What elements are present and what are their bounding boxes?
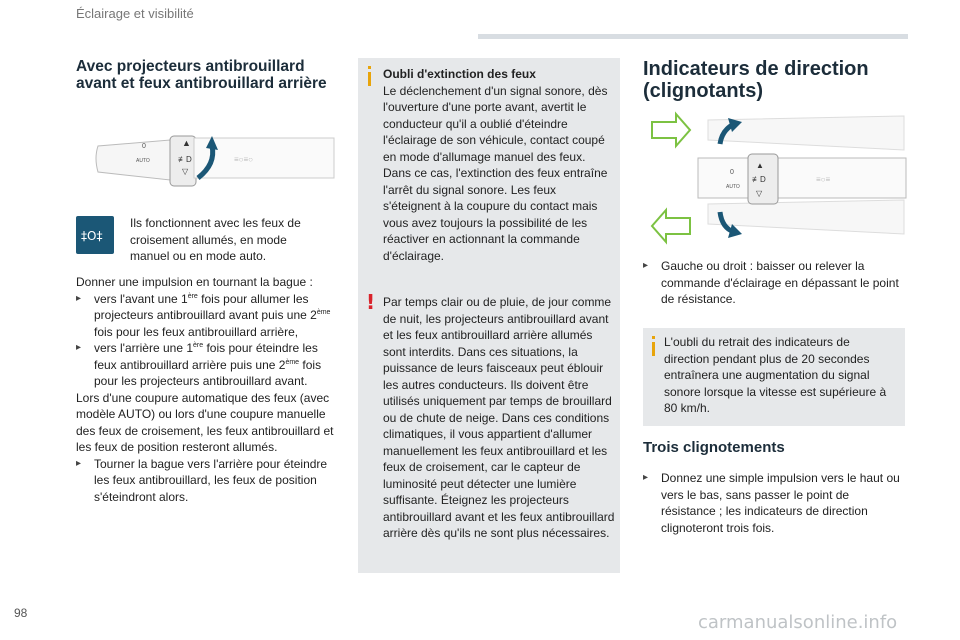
fog-instructions xyxy=(76,274,341,505)
info-icon-dot xyxy=(368,66,371,69)
auto-label-right: AUTO xyxy=(726,184,740,190)
svg-text:≢D: ≢D xyxy=(752,175,766,184)
turn-signals-heading-block xyxy=(643,58,905,102)
info-icon xyxy=(368,72,371,86)
bullet-single-impulse: ▸ Donnez une simple impulsion vers le haut ou vers le bas, sans passer le point de résistance ; les indicateurs de direction clignoteront trois fois. xyxy=(643,471,900,535)
right-turn-arrow-icon xyxy=(652,114,690,146)
fog-lights-heading-block xyxy=(76,58,341,92)
turn-signal-bullet xyxy=(643,258,905,308)
page-number: 98 xyxy=(14,606,28,620)
fog-lights-heading: Avec projecteurs antibrouillard avant et feux antibrouillard arrière xyxy=(76,58,327,92)
svg-text:▲: ▲ xyxy=(756,161,764,170)
left-turn-arrow-icon xyxy=(652,210,690,242)
three-flashes-bullet xyxy=(643,470,905,536)
zero-label-right: 0 xyxy=(730,169,734,176)
bullet-forward: ▸ vers l'avant une 1ère fois pour allumer les projecteurs antibrouillard avant puis une 2ème fois pour les feux antibrouillard arrière, xyxy=(76,291,331,339)
turn-signal-info-text: L'oubli du retrait des indicateurs de direction pendant plus de 20 secondes entraînera une augmentation du signal sonore lorsque la vitesse est supérieure à 80 km/h. xyxy=(664,335,887,415)
svg-text:≢D: ≢D xyxy=(178,155,192,164)
svg-text:▽: ▽ xyxy=(756,189,763,198)
bullet-marker-icon: ▸ xyxy=(643,260,649,271)
section-title: Éclairage et visibilité xyxy=(76,6,194,21)
intro-text: Donner une impulsion en tournant la bague : xyxy=(76,275,313,289)
three-flashes-heading-block xyxy=(643,440,905,457)
lights-reminder-text: Le déclenchement d'un signal sonore, dès l'ouverture d'une porte avant, avertit le conducteur qu'il a oublié d'éteindre l'éclairage de son véhicule, contact coupé en mode d'allumage manuel des feux. Dans ce cas, l'extinction des feux entraîne l'arrêt du signal sonore. Les feux s'éteignent à la coupure du contact mais vous avez toujours la possibilité de les réactiver en actionnant la commande d'éclairage. xyxy=(383,83,608,263)
turn-signal-illustration xyxy=(648,110,908,250)
turn-signals-heading: Indicateurs de direction (clignotants) xyxy=(643,58,869,102)
bullet-marker-icon: ▸ xyxy=(643,472,649,483)
bullet-left-right: ▸ Gauche ou droit : baisser ou relever la commande d'éclairage en dépassant le point de résistance. xyxy=(643,259,899,306)
icon-caption: Ils fonctionnent avec les feux de croisement allumés, en mode manuel ou en mode auto. xyxy=(130,216,301,263)
info-icon-dot xyxy=(652,336,655,339)
bullet-marker-icon: ▸ xyxy=(76,342,82,353)
svg-text:‡O‡: ‡O‡ xyxy=(81,229,103,243)
fog-warning-note: Par temps clair ou de pluie, de jour comme de nuit, les projecteurs antibrouillard avant et les feux antibrouillard arrière allumés sont interdits. Dans ces situations, la puissance de leurs faisceaux peut éblouir les autres conducteurs. Ils doivent être utilisés uniquement par temps de brouillard ou de chute de neige. Dans ces conditions climatiques, il vous appartient d'allumer manuellement les feux antibrouillard et les feux de croisement, car le capteur de luminosité peut détecter une lumière suffisante. Éteignez les projecteurs antibrouillard avant et les feux antibrouillard arrière dès qu'ils ne sont plus nécessaires. xyxy=(383,295,615,540)
auto-label-left: AUTO xyxy=(136,158,150,164)
svg-text:▲: ▲ xyxy=(182,138,191,148)
info-icon xyxy=(652,342,655,356)
auto-cutoff-paragraph: Lors d'une coupure automatique des feux (avec modèle AUTO) ou lors d'une coupure manuelle des feux de croisement, les feux antibrouillard et les feux de position resteront allumés. xyxy=(76,390,334,454)
zero-label-left: 0 xyxy=(142,143,146,150)
lights-reminder-title: Oubli d'extinction des feux xyxy=(383,67,536,81)
bullet-turn-off: ▸ Tourner la bague vers l'arrière pour éteindre les feux antibrouillard, les feux de position s'éteindront alors. xyxy=(76,456,328,504)
warning-icon: ! xyxy=(366,290,376,314)
lights-reminder-note xyxy=(383,66,615,264)
svg-text:≡○≡: ≡○≡ xyxy=(816,175,831,184)
svg-text:▽: ▽ xyxy=(182,167,189,176)
three-flashes-heading: Trois clignotements xyxy=(643,439,785,456)
bullet-marker-icon: ▸ xyxy=(76,292,82,304)
header-divider xyxy=(478,34,908,39)
svg-text:≡○≡○: ≡○≡○ xyxy=(234,155,253,164)
bullet-marker-icon: ▸ xyxy=(76,457,82,469)
fog-light-indicator-icon xyxy=(76,216,114,254)
fog-switch-illustration xyxy=(90,128,336,190)
page-header xyxy=(0,0,960,42)
watermark: carmanualsonline.info xyxy=(698,612,898,633)
bullet-backward: ▸ vers l'arrière une 1ère fois pour éteindre les feux antibrouillard arrière puis une 2ème fois pour les projecteurs antibrouillard avant. xyxy=(76,341,322,388)
